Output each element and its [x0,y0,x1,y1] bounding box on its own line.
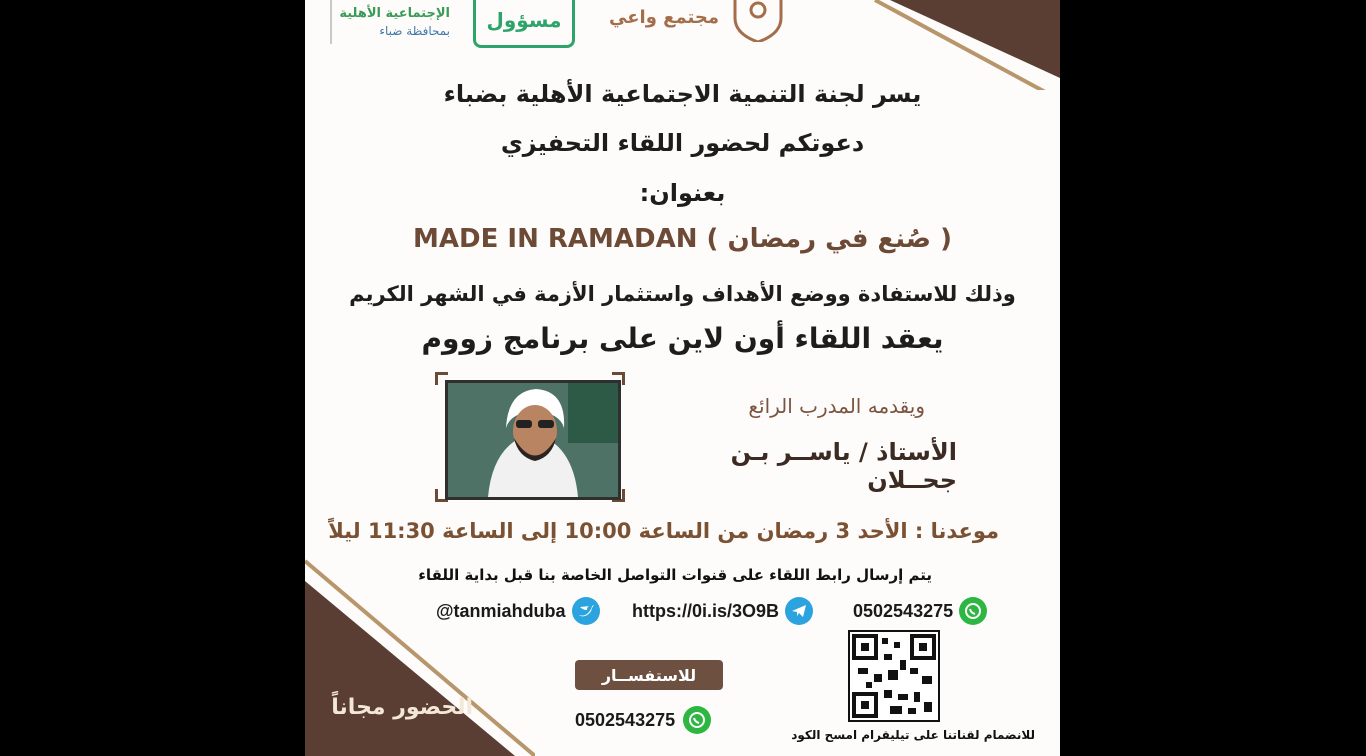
aware-society-logo [601,0,793,42]
link-note: يتم إرسال رابط اللقاء على قنوات التواصل الخاصة بنا قبل بداية اللقاء [418,566,932,584]
committee-logo [330,0,454,44]
online-note: يعقد اللقاء أون لاين على برنامج زووم [421,322,944,355]
whatsapp-number[interactable]: 0502543275 [853,600,954,621]
presenter-photo [445,380,621,500]
inquiry-phone-number[interactable]: 0502543275 [575,709,676,730]
presenter-label: ويقدمه المدرب الرائع [748,394,925,418]
whatsapp-icon [959,597,987,625]
whatsapp-icon [683,706,711,734]
event-schedule: موعدنا : الأحد 3 رمضان من الساعة 10:00 إلى الساعة 11:30 ليلاً [328,519,999,543]
shield-icon [731,0,785,42]
responsible-logo-text: مسؤول [486,8,562,32]
telegram-contact[interactable] [632,597,813,625]
inquiry-label: للاستفســار [575,660,723,690]
free-attendance: الحضور مجاناً [331,695,473,720]
event-poster [305,0,1060,756]
whatsapp-contact[interactable] [853,597,987,625]
twitter-handle[interactable]: @tanmiahduba [436,600,566,621]
invitation-line2: دعوتكم لحضور اللقاء التحفيزي [500,129,865,157]
telegram-link[interactable]: https://0i.is/3O9B [632,600,780,621]
event-purpose: وذلك للاستفادة ووضع الأهداف واستثمار الأزمة في الشهر الكريم [349,282,1016,306]
twitter-icon [572,597,600,625]
committee-logo-line1: الإجتماعية الأهلية [339,6,450,21]
aware-society-logo-text: مجتمع واعي [609,6,719,28]
invitation-line1: يسر لجنة التنمية الاجتماعية الأهلية بضباء [443,80,922,108]
inquiry-contact[interactable] [575,706,711,734]
responsible-logo [473,0,575,48]
decorative-corner-bottom-left [305,556,535,756]
committee-logo-line2: بمحافظة ضباء [379,24,450,38]
twitter-contact[interactable] [436,597,600,625]
decorative-corner-top-right [860,0,1060,90]
qr-caption: للانضمام لقناتنا على تيليقرام امسح الكود [791,728,1035,742]
event-subject: ( صُنع في رمضان ) MADE IN RAMADAN [413,224,952,254]
telegram-qr-code[interactable] [848,630,940,722]
presenter-name: الأستاذ / ياســر بـن جحــلان [730,438,957,494]
telegram-icon [785,597,813,625]
presenter-photo-frame [435,372,625,502]
title-label: بعنوان: [639,179,726,207]
